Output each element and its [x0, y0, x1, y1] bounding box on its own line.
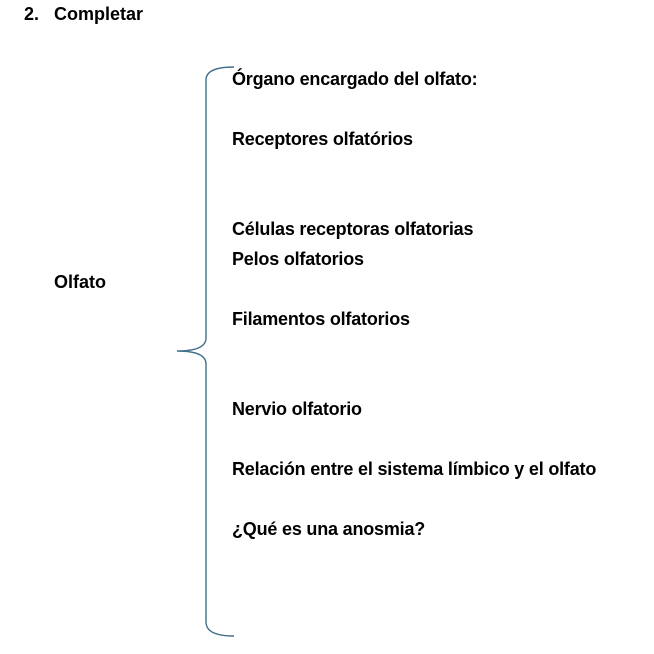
item-organo: Órgano encargado del olfato:	[232, 69, 478, 89]
topic-label: Olfato	[54, 272, 106, 292]
section-title: Completar	[54, 4, 144, 24]
item-receptores: Receptores olfatórios	[232, 129, 413, 149]
item-anosmia: ¿Qué es una anosmia?	[232, 519, 426, 539]
item-celulas-receptoras: Células receptoras olfatorias	[232, 219, 474, 239]
section-number: 2.	[24, 4, 40, 24]
item-nervio: Nervio olfatorio	[232, 399, 362, 419]
curly-brace-path	[177, 67, 234, 636]
item-relacion: Relación entre el sistema límbico y el olfato	[232, 459, 597, 479]
item-filamentos: Filamentos olfatorios	[232, 309, 410, 329]
item-pelos: Pelos olfatorios	[232, 249, 364, 269]
